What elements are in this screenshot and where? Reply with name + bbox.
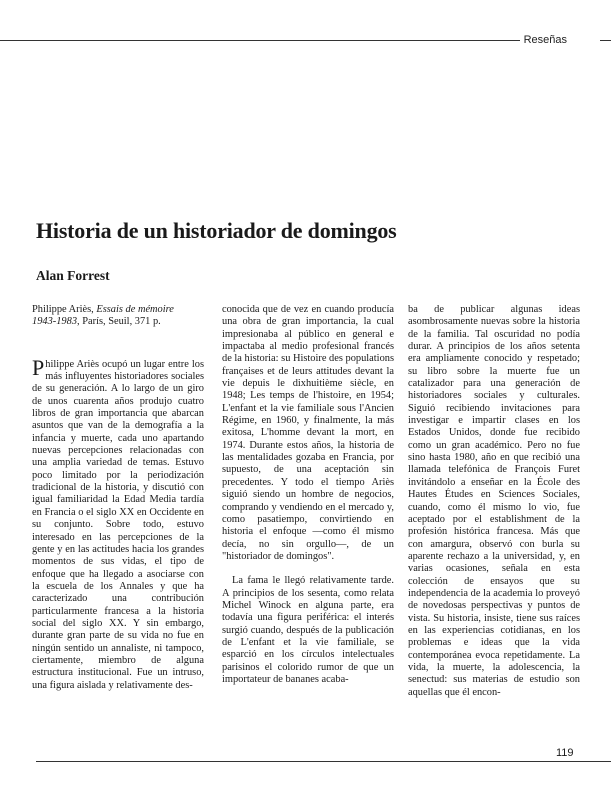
- page-number: 119: [556, 747, 574, 759]
- section-label: Reseñas: [520, 34, 571, 46]
- book-reference: [32, 304, 204, 329]
- bottom-rule: [36, 761, 611, 762]
- column-2: [222, 304, 394, 686]
- column-3: [408, 304, 580, 699]
- reference-years: 1943-1983: [32, 316, 78, 328]
- reference-gap: [32, 329, 204, 359]
- top-rule: [0, 40, 565, 41]
- top-rule-tail: [600, 40, 611, 41]
- reference-line-2: [32, 316, 204, 328]
- column-2-paragraph-2: La fama le llegó relativamente tarde. A principios de los sesenta, como relata Michel Winock en alguna parte, era todavía una figura periférica: el interés surgió cuando, después de la publicación de L'enfant et la vie familiale, se esparció en los círculos intelectuales parisinos el colorido rumor de que un importateur de bananes acaba-: [222, 575, 394, 685]
- column-1: [32, 304, 204, 692]
- article-author: Alan Forrest: [36, 268, 110, 283]
- column-3-paragraph-1: ba de publicar algunas ideas asombrosamente nuevas sobre la historia de la familia. Tal oscuridad no podía durar. A principios de los años setenta era ampliamente conocido y respetado; su libro sobre la muerte fue un catalizador para una generación de historiadores sociales y culturales. Siguió recibiendo invitaciones para investigar e impartir clases en los Estados Unidos, donde fue recibido como un gran académico. Pero no fue sino hasta 1980, año en que recibió una llamada telefónica de François Furet invitándolo a enseñar en la École des Hautes Études en Sciences Sociales, cuando, como él mismo lo vio, fue aceptado por el establishment de la profesión histórica francesa. Más que con amargura, observó con burla su aparente rechazo a la universidad, y, en varias ocasiones, señala en esta colección de ensayos que su independencia de la academia lo proveyó de novedosas perspectivas y puntos de vista. Su historia, insiste, tiene sus raíces en las experiencias cotidianas, en los problemas e ideas que la vida contemporánea evoca repetidamente. La vida, la muerte, la adolescencia, la senectud: sus materias de estudio son aquellas que él encon-: [408, 304, 580, 698]
- reference-title: Essais de mémoire: [96, 304, 174, 315]
- drop-cap: P: [32, 354, 45, 380]
- reference-author: Philippe Ariès,: [32, 304, 94, 315]
- reference-publisher: , París, Seuil, 371 p.: [77, 316, 161, 328]
- page-number-gap: [532, 747, 550, 759]
- reference-line-1: [32, 304, 204, 316]
- article-title: Historia de un historiador de domingos: [36, 218, 397, 243]
- column-1-paragraph: [32, 354, 204, 692]
- column-2-paragraph-1: conocida que de vez en cuando producía una obra de gran importancia, la cual impresionaba al público en general e impactaba al medio profesional francés de la historia: su Histoire des populations françaises et de leurs attitudes devant la vie depuis le dixhuitième siècle, en 1948; Les temps de l'histoire, en 1954; L'enfant et la vie familiale sous l'Ancien Régime, en 1960, y finalmente, la más exitosa, L'homme devant la mort, en 1974. Durante estos años, la historia de las mentalidades gozaba en Francia, por supuesto, de una aceptación sin precedentes. Y todo el tiempo Ariès siguió siendo un hombre de negocios, comprando y vendiendo en el mercado y, como pasatiempo, convirtiendo en historia el enfoque —como él mismo decía, no sin orgullo—, de un "historiador de domingos".: [222, 304, 394, 562]
- column-1-text: hilippe Ariès ocupó un lugar entre los más influyentes historiadores sociales de su generación. A lo largo de un giro de unos cuarenta años produjo cuatro libros de gran importancia que abarcan asuntos que van de la demografía a la infancia y muerte, cada uno apartando nuevas percepciones relacionadas con una amplia variedad de temas. Estuvo poco limitado por la periodización tradicional de la historia, y discutió con igual familiaridad la Edad Media tardía en Francia o el siglo XX en Occidente en su conjunto. Sobre todo, estuvo interesado en las percepciones de la gente y en las actitudes hacia los grandes momentos de sus vidas, el tipo de enfoque que ha llegado a asociarse con la escuela de los Annales y que ha caracterizado una contribución particularmente francesa a la historia social del siglo XX. Y sin embargo, durante gran parte de su vida no fue en ningún sentido un annaliste, ni tampoco, ciertamente, miembro de alguna estructura institucional. Fue un intruso, una figura aislada y relativamente des-: [32, 358, 204, 691]
